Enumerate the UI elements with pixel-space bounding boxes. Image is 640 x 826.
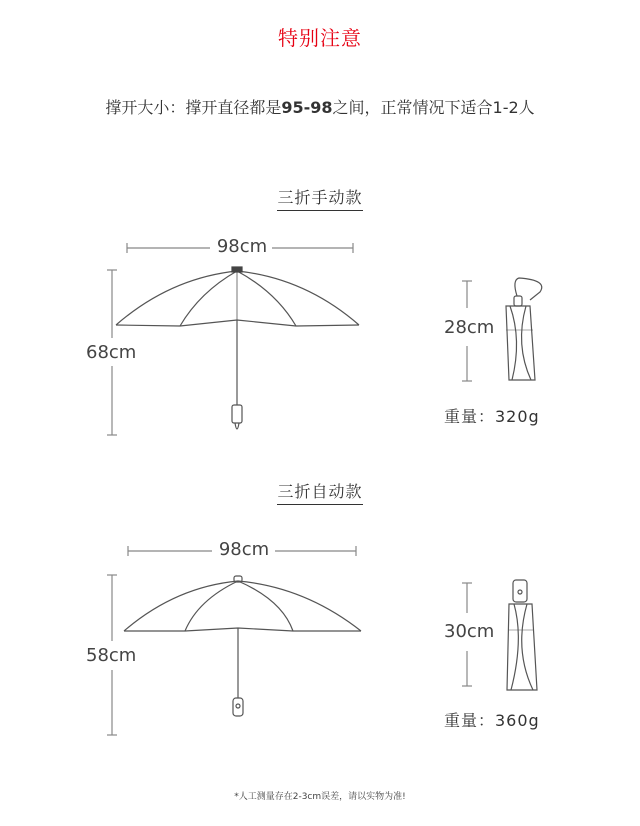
manual-width-label: 98cm [216, 236, 268, 257]
intro-suffix: 之间，正常情况下适合1-2人 [332, 98, 535, 117]
manual-weight: 重量：320g [444, 407, 540, 426]
manual-folded-umbrella-icon [506, 278, 542, 380]
manual-folded-length-label: 28cm [444, 317, 495, 338]
section-title-auto [0, 479, 640, 502]
auto-folded-umbrella-icon [507, 580, 537, 690]
auto-width-label: 98cm [218, 539, 270, 560]
section-title-auto-label: 三折自动款 [277, 482, 362, 505]
section-title-manual-label: 三折手动款 [277, 188, 362, 211]
intro-prefix: 撑开大小：撑开直径都是 [105, 98, 282, 117]
page-title: 特别注意 [278, 26, 362, 50]
measurement-note: *人工测量存在2-3cm误差，请以实物为准! [234, 792, 406, 802]
auto-open-umbrella-icon [124, 576, 361, 716]
auto-weight: 重量：360g [444, 711, 540, 730]
intro-diameter-range: 95-98 [281, 98, 333, 117]
manual-open-umbrella-icon [116, 267, 359, 429]
manual-height-label: 68cm [86, 342, 137, 363]
auto-folded-length-label: 30cm [444, 621, 495, 642]
auto-height-label: 58cm [86, 645, 137, 666]
